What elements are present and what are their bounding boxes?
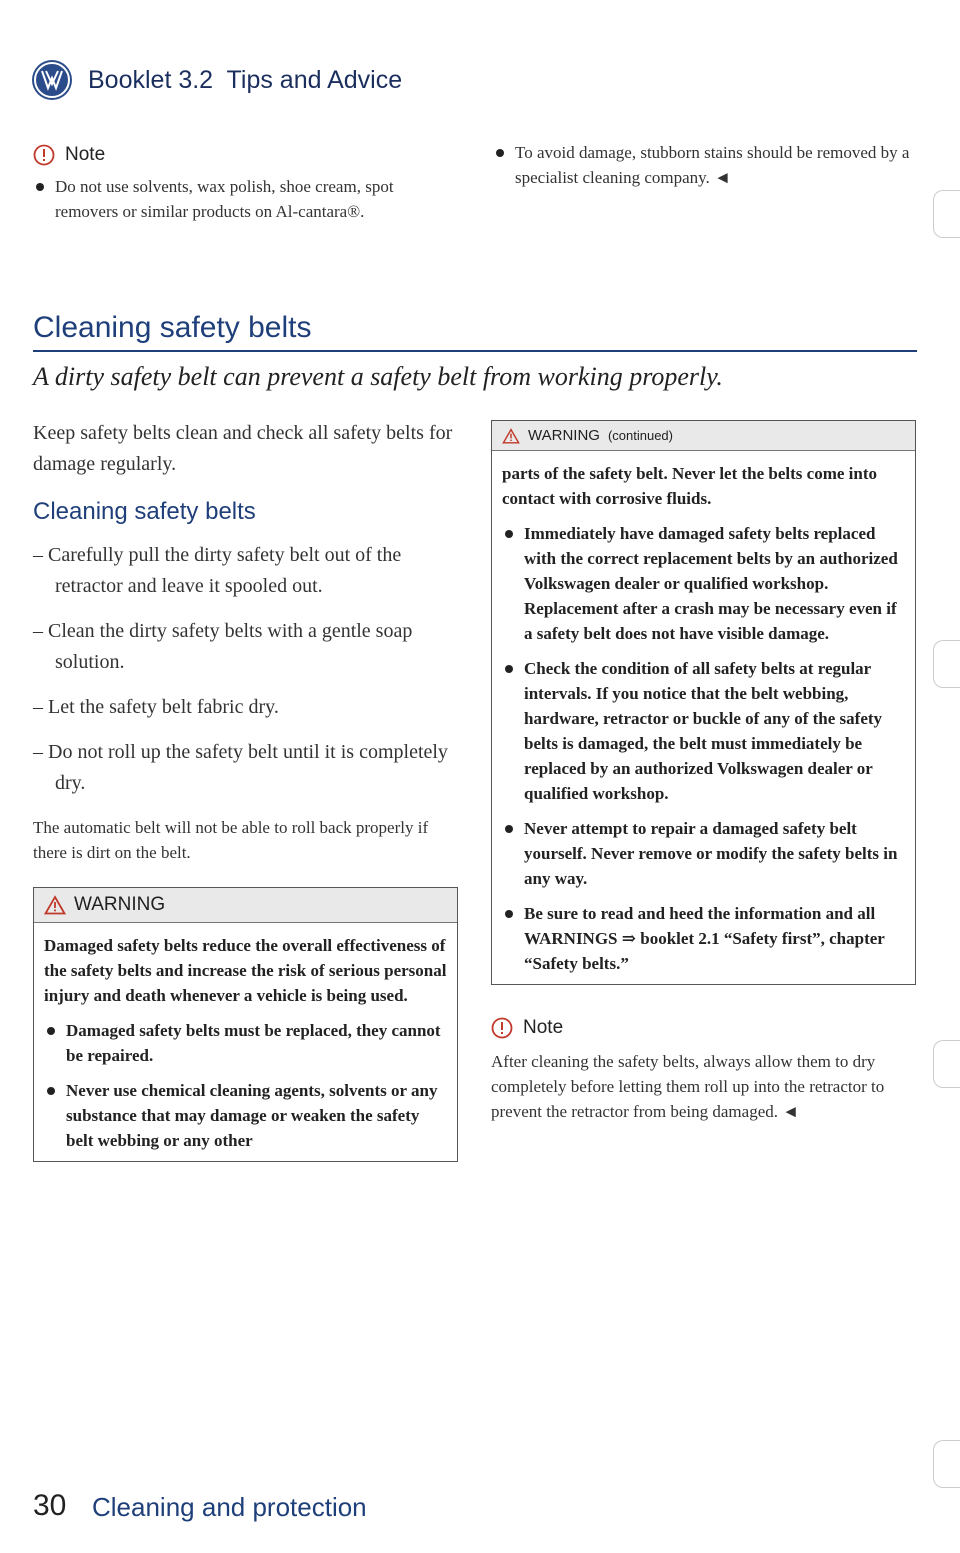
stain-note [493,140,913,190]
warning-paragraph: Damaged safety belts reduce the overall effectiveness of the safety belts and increase the risk of serious personal injury and death whenever a vehicle is being used. [44,936,447,1005]
intro-text: Keep safety belts clean and check all safety belts for damage regularly. [33,422,453,475]
step-item: – Carefully pull the dirty safety belt out of the retractor and leave it spooled out. [33,544,402,597]
warning-triangle-icon [44,895,66,915]
warning-bullet: Damaged safety belts must be replaced, they cannot be repaired. [44,1018,447,1068]
warning-content [34,923,457,1161]
page-number: 30 [33,1489,67,1522]
belt-note: The automatic belt will not be able to roll back properly if there is dirt on the belt. [33,818,429,862]
vw-logo-icon [32,60,72,100]
note-label: Note [65,144,106,165]
note-text: After cleaning the safety belts, always allow them to dry completely before letting them roll up into the retractor to prevent the retractor from being damaged. ◄ [491,1052,885,1121]
subheading: Cleaning safety belts [33,498,256,525]
info-icon [33,144,55,166]
warning-triangle-icon [502,428,520,444]
page-tab [933,640,960,688]
page-tab [933,1440,960,1488]
note-label: Note [523,1017,564,1038]
section-title: Cleaning safety belts [33,311,312,344]
warning-continued-box [491,420,916,985]
warning-title: WARNING [74,894,166,915]
warning-bullet: Never use chemical cleaning agents, solvents or any substance that may damage or weaken the safety belt webbing or any other [44,1078,447,1153]
warning-bullet: Immediately have damaged safety belts replaced with the correct replacement belts by an authorized Volkswagen dealer or qualified workshop. Replacement after a crash may be necessary even if a safety belt does not have visible damage. [502,521,905,646]
continued-label: (continued) [607,428,673,443]
page-tab [933,1040,960,1088]
warning-bullet: Be sure to read and heed the information and all WARNINGS ⇒ booklet 2.1 “Safety first”, chapter “Safety belts.” [502,901,905,976]
step-item: – Clean the dirty safety belts with a gentle soap solution. [33,620,413,673]
page-tab [933,190,960,238]
left-column [33,418,458,1162]
warning-continued-content [492,451,915,984]
warning-bullet: Check the condition of all safety belts at regular intervals. If you notice that the belt webbing, hardware, retractor or buckle of any of the safety belts is damaged, the belt must immediately be replaced by an authorized Volkswagen dealer or qualified workshop. [502,656,905,806]
end-marker: ◄ [782,1102,800,1121]
section-divider [33,350,917,352]
section-lead: A dirty safety belt can prevent a safety belt from working properly. [33,362,723,391]
warning-paragraph: parts of the safety belt. Never let the belts come into contact with corrosive fluids. [502,464,878,508]
info-icon [491,1017,513,1039]
note-block [491,1017,916,1124]
right-column [491,420,916,1124]
booklet-label: Booklet 3.2 [88,66,214,94]
note-bullet: Do not use solvents, wax polish, shoe cream, spot removers or similar products on Al-cantara®. [33,174,443,224]
warning-title: WARNING [528,427,600,444]
page-header [88,66,402,95]
step-item: – Let the safety belt fabric dry. [33,696,279,718]
end-marker: ◄ [714,168,731,187]
header-title: Tips and Advice [226,66,403,94]
footer-title: Cleaning and protection [92,1492,367,1522]
warning-continued-header [492,421,915,451]
step-item: – Do not roll up the safety belt until it is completely dry. [33,741,448,794]
warning-box [33,887,458,1162]
stain-bullet-text: To avoid damage, stubborn stains should be removed by a specialist cleaning company. [515,143,910,187]
warning-header [34,888,457,923]
note-block [33,144,443,224]
warning-bullet: Never attempt to repair a damaged safety belt yourself. Never remove or modify the safety belts in any way. [502,816,905,891]
